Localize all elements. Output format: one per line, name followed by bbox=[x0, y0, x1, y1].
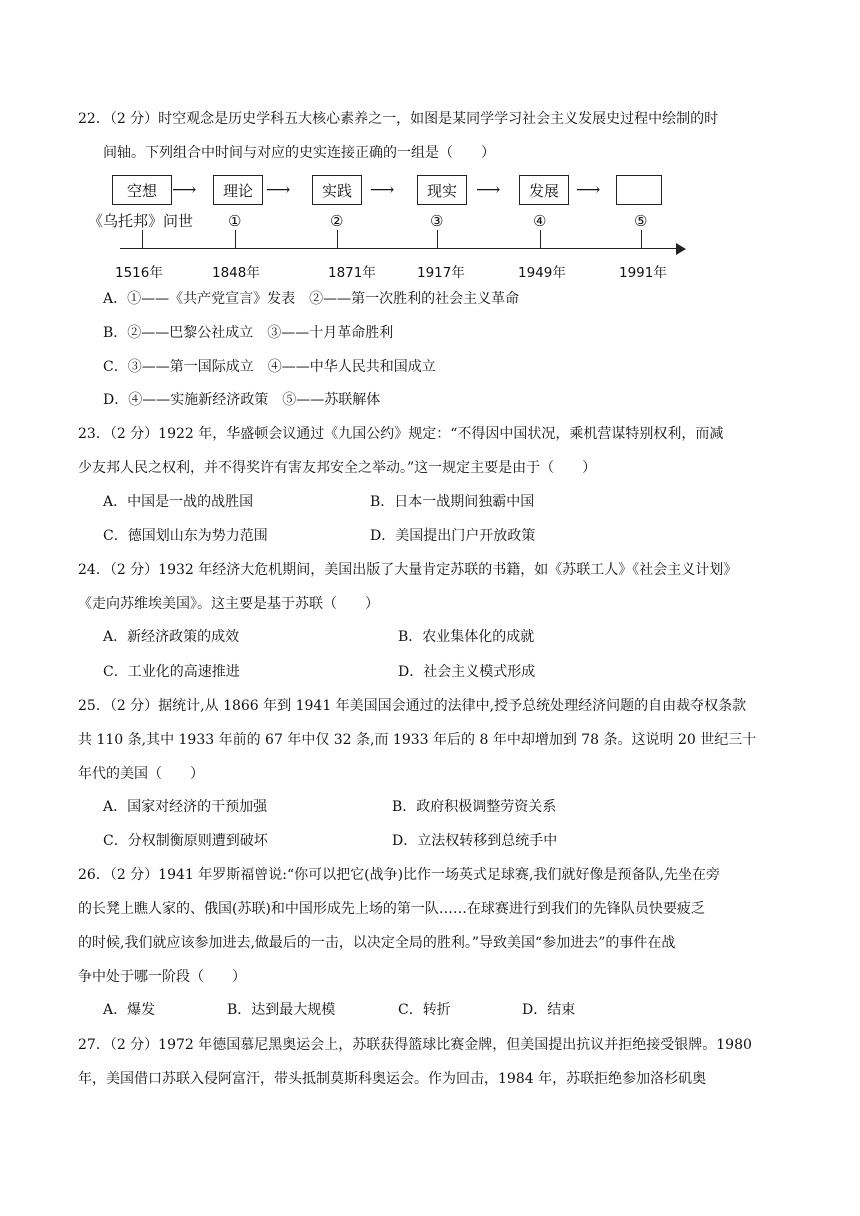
question-24-option-b[interactable]: B．农业集体化的成就 bbox=[398, 629, 535, 645]
timeline-year-1871: 1871年 bbox=[328, 265, 376, 281]
timeline-tick bbox=[142, 230, 143, 248]
question-25-text-cont: 年代的美国（ ） bbox=[78, 766, 204, 782]
timeline-label-utopia: 《乌托邦》问世 bbox=[88, 212, 194, 230]
timeline-tick bbox=[540, 230, 541, 248]
timeline-arrow: ⟶ bbox=[476, 180, 501, 200]
timeline-label-1: ① bbox=[228, 212, 242, 230]
timeline-box-practice: 实践 bbox=[312, 175, 362, 205]
question-25-option-b[interactable]: B．政府积极调整劳资关系 bbox=[392, 799, 557, 815]
timeline-arrow: ⟶ bbox=[172, 180, 197, 200]
question-23-option-c[interactable]: C．德国划山东为势力范围 bbox=[103, 528, 268, 544]
question-22-text: 22．（2 分）时空观念是历史学科五大核心素养之一，如图是某同学学习社会主义发展史过程中绘制的时 bbox=[78, 111, 719, 127]
question-26-option-b[interactable]: B．达到最大规模 bbox=[227, 1002, 336, 1018]
timeline-axis-arrowhead bbox=[676, 243, 686, 255]
timeline-arrow: ⟶ bbox=[266, 180, 291, 200]
timeline-arrow: ⟶ bbox=[370, 180, 395, 200]
question-24-option-c[interactable]: C．工业化的高速推进 bbox=[103, 664, 240, 680]
timeline-arrow: ⟶ bbox=[576, 180, 601, 200]
timeline-box-development: 发展 bbox=[519, 175, 569, 205]
question-26-text-cont: 的长凳上瞧人家的、俄国(苏联)和中国形成先上场的第一队……在球赛进行到我们的先锋队员快要疲乏 bbox=[78, 901, 705, 917]
timeline-year-1516: 1516年 bbox=[115, 265, 163, 281]
question-27-text: 27．（2 分）1972 年德国慕尼黑奥运会上，苏联获得篮球比赛金牌，但美国提出抗议并拒绝接受银牌。1980 bbox=[78, 1037, 752, 1053]
timeline-box-utopian: 空想 bbox=[112, 175, 172, 205]
question-22-option-d[interactable]: D．④——实施新经济政策 ⑤——苏联解体 bbox=[103, 392, 381, 408]
timeline-label-2: ② bbox=[330, 212, 344, 230]
timeline-year-1848: 1848年 bbox=[212, 265, 260, 281]
timeline-tick bbox=[641, 230, 642, 248]
timeline-box-theory: 理论 bbox=[213, 175, 263, 205]
question-23-text: 23．（2 分）1922 年，华盛顿会议通过《九国公约》规定：“不得因中国状况，乘机营谋特别权利，而减 bbox=[78, 426, 724, 442]
question-23-text-cont: 少友邦人民之权利，并不得奖许有害友邦安全之举动。”这一规定主要是由于（ ） bbox=[78, 460, 597, 476]
question-27-text-cont: 年，美国借口苏联入侵阿富汗，带头抵制莫斯科奥运会。作为回击，1984 年，苏联拒绝参加洛杉矶奥 bbox=[78, 1071, 707, 1087]
question-24-text-cont: 《走向苏维埃美国》。这主要是基于苏联（ ） bbox=[78, 596, 379, 612]
question-25-text-cont: 共 110 条,其中 1933 年前的 67 年中仅 32 条,而 1933 年后的 8 年中却增加到 78 条。这说明 20 世纪三十 bbox=[78, 732, 757, 748]
timeline-label-3: ③ bbox=[430, 212, 444, 230]
timeline-tick bbox=[337, 230, 338, 248]
timeline-box-empty bbox=[616, 175, 662, 205]
socialism-timeline-figure bbox=[88, 170, 700, 290]
question-26-option-a[interactable]: A．爆发 bbox=[103, 1002, 156, 1018]
question-25-option-c[interactable]: C．分权制衡原则遭到破坏 bbox=[103, 833, 268, 849]
question-26-text-cont: 争中处于哪一阶段（ ） bbox=[78, 969, 246, 985]
timeline-year-1991: 1991年 bbox=[619, 265, 667, 281]
timeline-box-reality: 现实 bbox=[417, 175, 467, 205]
question-25-text: 25．（2 分）据统计,从 1866 年到 1941 年美国国会通过的法律中,授予总统处理经济问题的自由裁夺权条款 bbox=[78, 698, 747, 714]
question-26-option-c[interactable]: C．转折 bbox=[398, 1002, 451, 1018]
question-26-text-cont: 的时候,我们就应该参加进去,做最后的一击，以决定全局的胜利。”导致美国“参加进去”的事件在战 bbox=[78, 935, 676, 951]
question-23-option-a[interactable]: A．中国是一战的战胜国 bbox=[103, 494, 254, 510]
question-22-text-cont: 间轴。下列组合中时间与对应的史实连接正确的一组是（ ） bbox=[103, 145, 495, 161]
question-25-option-a[interactable]: A．国家对经济的干预加强 bbox=[103, 799, 268, 815]
question-22-option-c[interactable]: C．③——第一国际成立 ④——中华人民共和国成立 bbox=[103, 359, 436, 375]
question-23-option-b[interactable]: B．日本一战期间独霸中国 bbox=[370, 494, 535, 510]
question-26-text: 26．（2 分）1941 年罗斯福曾说:“你可以把它(战争)比作一场英式足球赛,我们就好像是预备队,先坐在旁 bbox=[78, 867, 720, 883]
question-22-option-b[interactable]: B．②——巴黎公社成立 ③——十月革命胜利 bbox=[103, 325, 394, 341]
question-22-option-a[interactable]: A．①——《共产党宣言》发表 ②——第一次胜利的社会主义革命 bbox=[103, 291, 520, 307]
timeline-year-1949: 1949年 bbox=[518, 265, 566, 281]
timeline-tick bbox=[235, 230, 236, 248]
timeline-year-1917: 1917年 bbox=[417, 265, 465, 281]
timeline-label-5: ⑤ bbox=[634, 212, 648, 230]
question-25-option-d[interactable]: D．立法权转移到总统手中 bbox=[392, 833, 558, 849]
question-24-text: 24．（2 分）1932 年经济大危机期间，美国出版了大量肯定苏联的书籍，如《苏联工人》《社会主义计划》 bbox=[78, 562, 738, 578]
question-23-option-d[interactable]: D．美国提出门户开放政策 bbox=[370, 528, 536, 544]
timeline-axis bbox=[120, 248, 680, 249]
timeline-label-4: ④ bbox=[533, 212, 547, 230]
question-26-option-d[interactable]: D．结束 bbox=[522, 1002, 576, 1018]
question-24-option-a[interactable]: A．新经济政策的成效 bbox=[103, 629, 240, 645]
question-24-option-d[interactable]: D．社会主义模式形成 bbox=[398, 664, 536, 680]
timeline-tick bbox=[437, 230, 438, 248]
